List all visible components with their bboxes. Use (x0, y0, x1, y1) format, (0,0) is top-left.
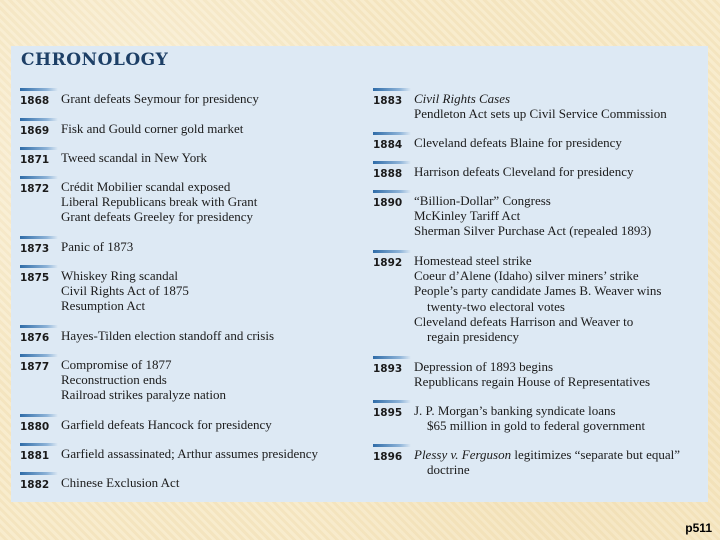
year-marker-bar (373, 161, 411, 164)
year-marker-bar (373, 190, 411, 193)
entry-year: 1883 (373, 95, 403, 107)
entry-line: McKinley Tariff Act (414, 208, 521, 224)
page-title: CHRONOLOGY (21, 50, 169, 70)
entry-line: Reconstruction ends (61, 372, 167, 388)
year-marker-bar (20, 414, 58, 417)
case-name: Plessy v. Ferguson (414, 447, 512, 462)
entry-line: Coeur d’Alene (Idaho) silver miners’ strike (414, 268, 639, 284)
year-marker-bar (20, 265, 58, 268)
entry-line: Harrison defeats Cleveland for presidency (414, 164, 634, 179)
entry-line: Homestead steel strike (414, 253, 532, 268)
entry-year: 1871 (20, 154, 50, 166)
entry-year: 1884 (373, 139, 403, 151)
entry-line: Hayes-Tilden election standoff and crisis (61, 328, 275, 343)
entry-year: 1888 (373, 168, 403, 180)
year-marker-bar (20, 472, 58, 475)
entry-line: Liberal Republicans break with Grant (61, 194, 258, 210)
chronology-panel (11, 46, 708, 502)
year-marker-bar (20, 443, 58, 446)
entry-year: 1875 (20, 272, 50, 284)
entry-line: Depression of 1893 begins (414, 359, 554, 374)
entry-year: 1872 (20, 183, 50, 195)
entry-line: doctrine (427, 462, 470, 478)
year-marker-bar (20, 354, 58, 357)
entry-line: J. P. Morgan’s banking syndicate loans (414, 403, 616, 418)
entry-year: 1876 (20, 332, 50, 344)
entry-line: Resumption Act (61, 298, 146, 314)
year-marker-bar (20, 147, 58, 150)
year-marker-bar (20, 176, 58, 179)
page-number: p511 (685, 521, 712, 535)
entry-line: twenty-two electoral votes (427, 298, 565, 314)
year-marker-bar (373, 88, 411, 91)
entry-line: Chinese Exclusion Act (61, 475, 180, 490)
year-marker-bar (373, 132, 411, 135)
entry-line: Tweed scandal in New York (61, 150, 208, 165)
entry-year: 1895 (373, 407, 403, 419)
entry-year: 1868 (20, 95, 50, 107)
entry-line: regain presidency (427, 329, 520, 345)
entry-year: 1882 (20, 479, 50, 491)
entry-line: Cleveland defeats Harrison and Weaver to (414, 313, 634, 329)
year-marker-bar (20, 325, 58, 328)
entry-line: Grant defeats Seymour for presidency (61, 91, 259, 106)
entry-line: Pendleton Act sets up Civil Service Commission (414, 106, 667, 122)
entry-line: Panic of 1873 (61, 239, 134, 254)
entry-line: Whiskey Ring scandal (61, 268, 178, 283)
year-marker-bar (20, 236, 58, 239)
entry-year: 1873 (20, 243, 50, 255)
year-marker-bar (20, 118, 58, 121)
entry-year: 1877 (20, 361, 50, 373)
entry-year: 1869 (20, 125, 50, 137)
entry-line: Fisk and Gould corner gold market (61, 121, 244, 136)
entry-line-text: legitimizes “separate but equal” (511, 447, 681, 462)
entry-year: 1890 (373, 197, 403, 209)
year-marker-bar (373, 400, 411, 403)
year-marker-bar (20, 88, 58, 91)
entry-year: 1892 (373, 257, 403, 269)
entry-year: 1893 (373, 363, 403, 375)
entry-line: People’s party candidate James B. Weaver wins (414, 283, 662, 299)
entry-year: 1881 (20, 450, 50, 462)
entry-line: Railroad strikes paralyze nation (61, 387, 226, 403)
year-marker-bar (373, 356, 411, 359)
entry-line: Civil Rights Cases (414, 91, 511, 106)
entry-line (414, 447, 704, 462)
entry-line: “Billion-Dollar” Congress (414, 193, 551, 208)
entry-line: $65 million in gold to federal government (427, 418, 646, 434)
entry-line: Sherman Silver Purchase Act (repealed 1893) (414, 223, 652, 239)
entry-line: Republicans regain House of Representatives (414, 374, 651, 390)
entry-line: Compromise of 1877 (61, 357, 172, 372)
entry-line: Civil Rights Act of 1875 (61, 283, 189, 299)
year-marker-bar (373, 250, 411, 253)
entry-year: 1896 (373, 451, 403, 463)
entry-line: Grant defeats Greeley for presidency (61, 209, 254, 225)
entry-line: Cleveland defeats Blaine for presidency (414, 135, 622, 150)
entry-line: Crédit Mobilier scandal exposed (61, 179, 231, 194)
year-marker-bar (373, 444, 411, 447)
entry-year: 1880 (20, 421, 50, 433)
entry-line: Garfield assassinated; Arthur assumes presidency (61, 446, 319, 461)
entry-line: Garfield defeats Hancock for presidency (61, 417, 272, 432)
